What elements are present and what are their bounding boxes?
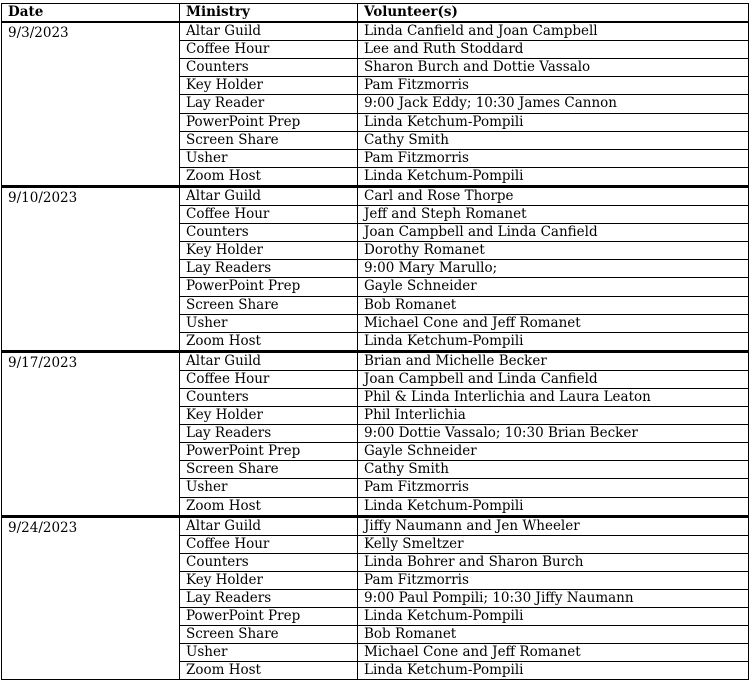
volunteer-cell: Brian and Michelle Becker: [358, 351, 749, 370]
ministry-cell: PowerPoint Prep: [180, 278, 358, 296]
volunteer-cell: Linda Ketchum-Pompili: [358, 332, 749, 351]
volunteer-cell: Phil & Linda Interlichia and Laura Leaton: [358, 388, 749, 406]
ministry-cell: PowerPoint Prep: [180, 608, 358, 626]
volunteer-cell: Pam Fitzmorris: [358, 77, 749, 95]
volunteer-cell: Jeff and Steph Romanet: [358, 206, 749, 224]
table-row: [2, 186, 749, 205]
volunteer-cell: Sharon Burch and Dottie Vassalo: [358, 59, 749, 77]
ministry-cell: Zoom Host: [180, 662, 358, 680]
volunteer-cell: 9:00 Paul Pompili; 10:30 Jiffy Naumann: [358, 590, 749, 608]
volunteer-cell: Bob Romanet: [358, 626, 749, 644]
table-row: [2, 516, 749, 535]
volunteer-cell: Bob Romanet: [358, 296, 749, 314]
ministry-cell: Screen Share: [180, 296, 358, 314]
date-cell: 9/24/2023: [2, 516, 180, 680]
ministry-cell: Coffee Hour: [180, 535, 358, 553]
volunteer-cell: Carl and Rose Thorpe: [358, 186, 749, 205]
volunteer-cell: Pam Fitzmorris: [358, 149, 749, 167]
ministry-cell: Key Holder: [180, 571, 358, 589]
volunteer-cell: Michael Cone and Jeff Romanet: [358, 644, 749, 662]
ministry-cell: Key Holder: [180, 407, 358, 425]
volunteer-cell: Michael Cone and Jeff Romanet: [358, 314, 749, 332]
volunteer-cell: Dorothy Romanet: [358, 242, 749, 260]
volunteer-cell: Kelly Smeltzer: [358, 535, 749, 553]
ministry-cell: Altar Guild: [180, 186, 358, 205]
header-date: Date: [2, 4, 180, 23]
ministry-cell: Coffee Hour: [180, 370, 358, 388]
ministry-cell: Zoom Host: [180, 497, 358, 516]
volunteer-cell: Joan Campbell and Linda Canfield: [358, 224, 749, 242]
ministry-cell: Usher: [180, 149, 358, 167]
date-cell: 9/3/2023: [2, 22, 180, 186]
volunteer-cell: Pam Fitzmorris: [358, 571, 749, 589]
ministry-cell: Key Holder: [180, 77, 358, 95]
schedule-body: [2, 22, 749, 680]
ministry-cell: Counters: [180, 388, 358, 406]
volunteer-cell: Joan Campbell and Linda Canfield: [358, 370, 749, 388]
header-ministry: Ministry: [180, 4, 358, 23]
ministry-cell: Altar Guild: [180, 351, 358, 370]
volunteer-cell: Gayle Schneider: [358, 443, 749, 461]
ministry-cell: Screen Share: [180, 626, 358, 644]
ministry-cell: Screen Share: [180, 131, 358, 149]
volunteer-cell: 9:00 Mary Marullo;: [358, 260, 749, 278]
ministry-cell: Counters: [180, 59, 358, 77]
ministry-cell: PowerPoint Prep: [180, 443, 358, 461]
ministry-cell: Coffee Hour: [180, 41, 358, 59]
volunteer-cell: Linda Ketchum-Pompili: [358, 167, 749, 186]
header-volunteers: Volunteer(s): [358, 4, 749, 23]
ministry-cell: Altar Guild: [180, 516, 358, 535]
volunteer-cell: Linda Canfield and Joan Campbell: [358, 22, 749, 41]
ministry-cell: Lay Reader: [180, 95, 358, 113]
ministry-cell: Counters: [180, 224, 358, 242]
volunteer-cell: Linda Bohrer and Sharon Burch: [358, 553, 749, 571]
ministry-cell: Lay Readers: [180, 425, 358, 443]
ministry-cell: Lay Readers: [180, 590, 358, 608]
ministry-cell: Counters: [180, 553, 358, 571]
date-cell: 9/17/2023: [2, 351, 180, 516]
ministry-cell: PowerPoint Prep: [180, 113, 358, 131]
ministry-cell: Usher: [180, 644, 358, 662]
ministry-cell: Lay Readers: [180, 260, 358, 278]
table-row: [2, 22, 749, 41]
ministry-cell: Usher: [180, 479, 358, 497]
ministry-cell: Altar Guild: [180, 22, 358, 41]
date-cell: 9/10/2023: [2, 186, 180, 351]
volunteer-cell: 9:00 Dottie Vassalo; 10:30 Brian Becker: [358, 425, 749, 443]
table-row: [2, 351, 749, 370]
volunteer-cell: Linda Ketchum-Pompili: [358, 662, 749, 680]
volunteer-cell: Linda Ketchum-Pompili: [358, 608, 749, 626]
volunteer-cell: Gayle Schneider: [358, 278, 749, 296]
volunteer-cell: Jiffy Naumann and Jen Wheeler: [358, 516, 749, 535]
ministry-cell: Screen Share: [180, 461, 358, 479]
volunteer-cell: Lee and Ruth Stoddard: [358, 41, 749, 59]
volunteer-cell: Phil Interlichia: [358, 407, 749, 425]
volunteer-cell: Linda Ketchum-Pompili: [358, 497, 749, 516]
volunteer-cell: Cathy Smith: [358, 131, 749, 149]
volunteer-schedule-table: [1, 3, 749, 680]
header-row: [2, 4, 749, 23]
volunteer-cell: 9:00 Jack Eddy; 10:30 James Cannon: [358, 95, 749, 113]
ministry-cell: Usher: [180, 314, 358, 332]
volunteer-cell: Cathy Smith: [358, 461, 749, 479]
ministry-cell: Zoom Host: [180, 167, 358, 186]
volunteer-cell: Linda Ketchum-Pompili: [358, 113, 749, 131]
ministry-cell: Coffee Hour: [180, 206, 358, 224]
ministry-cell: Zoom Host: [180, 332, 358, 351]
volunteer-cell: Pam Fitzmorris: [358, 479, 749, 497]
ministry-cell: Key Holder: [180, 242, 358, 260]
